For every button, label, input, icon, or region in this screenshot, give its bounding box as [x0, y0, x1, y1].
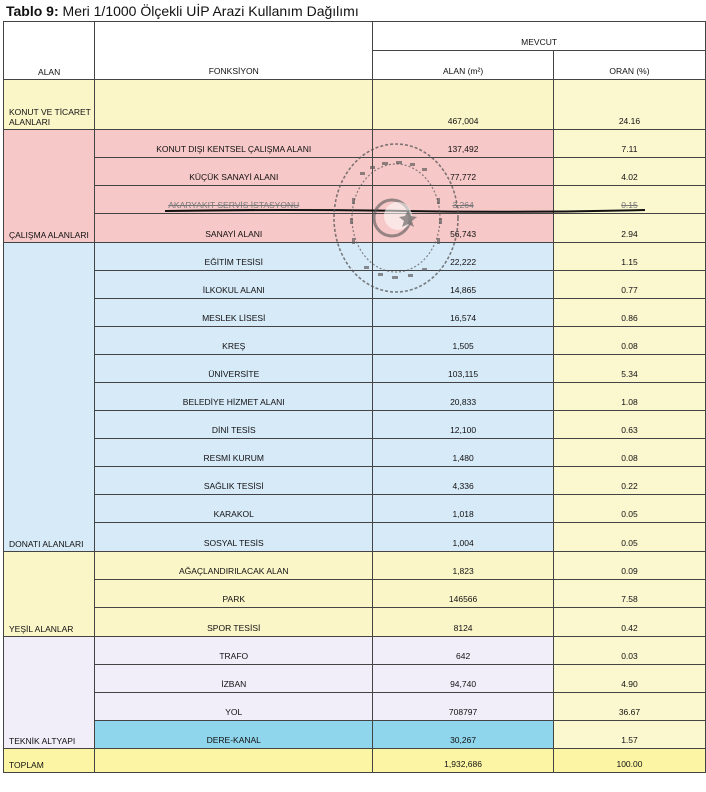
row-oran: 0.15	[553, 186, 705, 214]
table-row	[4, 355, 706, 383]
header-mevcut: MEVCUT	[373, 22, 706, 51]
row-alan: 20,833	[373, 383, 554, 411]
row-fonksiyon: EĞİTİM TESİSİ	[95, 243, 373, 271]
row-oran: 5.34	[553, 355, 705, 383]
row-fonksiyon: PARK	[95, 580, 373, 608]
row-fonksiyon: TRAFO	[95, 637, 373, 665]
row-alan: 642	[373, 637, 554, 665]
row-oran: 0.05	[553, 523, 705, 552]
row-oran: 0.42	[553, 608, 705, 637]
row-alan: 3,264	[373, 186, 554, 214]
row-oran: 0.09	[553, 552, 705, 580]
group-teknik: TEKNİK ALTYAPI	[4, 637, 95, 749]
row-alan: 12,100	[373, 411, 554, 439]
row-oran: 1.57	[553, 721, 705, 749]
total-row	[4, 749, 706, 773]
row-oran: 24.16	[553, 80, 705, 130]
row-oran: 2.94	[553, 214, 705, 243]
table-row	[4, 243, 706, 271]
row-fonksiyon	[95, 80, 373, 130]
row-fonksiyon: DİNİ TESİS	[95, 411, 373, 439]
row-fonksiyon: DERE-KANAL	[95, 721, 373, 749]
table-row	[4, 80, 706, 130]
group-donati: DONATI ALANLARI	[4, 243, 95, 552]
row-fonksiyon: İZBAN	[95, 665, 373, 693]
row-fonksiyon: KONUT DIŞI KENTSEL ÇALIŞMA ALANI	[95, 130, 373, 158]
table-row	[4, 214, 706, 243]
row-fonksiyon: RESMİ KURUM	[95, 439, 373, 467]
row-alan: 94,740	[373, 665, 554, 693]
row-oran: 0.08	[553, 439, 705, 467]
total-oran: 100.00	[553, 749, 705, 773]
row-fonksiyon: ÜNİVERSİTE	[95, 355, 373, 383]
row-fonksiyon: YOL	[95, 693, 373, 721]
row-alan: 56,743	[373, 214, 554, 243]
row-oran: 0.05	[553, 495, 705, 523]
table-row	[4, 552, 706, 580]
table-row	[4, 665, 706, 693]
table-row	[4, 693, 706, 721]
group-yesil: YEŞİL ALANLAR	[4, 552, 95, 637]
header-fonksiyon: FONKSİYON	[95, 22, 373, 80]
table-row	[4, 383, 706, 411]
row-alan: 146566	[373, 580, 554, 608]
group-konut: KONUT VE TİCARET ALANLARI	[4, 80, 95, 130]
row-fonksiyon: SOSYAL TESİS	[95, 523, 373, 552]
row-alan: 77,772	[373, 158, 554, 186]
row-oran: 36.67	[553, 693, 705, 721]
row-fonksiyon: KÜÇÜK SANAYİ ALANI	[95, 158, 373, 186]
row-oran: 0.03	[553, 637, 705, 665]
row-oran: 0.22	[553, 467, 705, 495]
row-alan: 137,492	[373, 130, 554, 158]
row-oran: 1.08	[553, 383, 705, 411]
table-row	[4, 299, 706, 327]
table-row	[4, 580, 706, 608]
table-row	[4, 495, 706, 523]
table-row	[4, 608, 706, 637]
row-alan: 30,267	[373, 721, 554, 749]
total-alan: 1,932,686	[373, 749, 554, 773]
table-row	[4, 439, 706, 467]
row-fonksiyon: KREŞ	[95, 327, 373, 355]
table-row	[4, 186, 706, 214]
header-row-top	[4, 22, 706, 51]
row-alan: 1,505	[373, 327, 554, 355]
total-fonksiyon	[95, 749, 373, 773]
table-row	[4, 130, 706, 158]
row-alan: 1,823	[373, 552, 554, 580]
row-oran: 7.58	[553, 580, 705, 608]
table-row	[4, 523, 706, 552]
row-fonksiyon: MESLEK LİSESİ	[95, 299, 373, 327]
total-label: TOPLAM	[4, 749, 95, 773]
row-alan: 467,004	[373, 80, 554, 130]
row-alan: 708797	[373, 693, 554, 721]
table-row	[4, 411, 706, 439]
row-oran: 0.86	[553, 299, 705, 327]
table-row	[4, 637, 706, 665]
row-alan: 14,865	[373, 271, 554, 299]
row-alan: 1,004	[373, 523, 554, 552]
row-alan: 1,480	[373, 439, 554, 467]
row-fonksiyon: AĞAÇLANDIRILACAK ALAN	[95, 552, 373, 580]
row-oran: 0.63	[553, 411, 705, 439]
row-alan: 8124	[373, 608, 554, 637]
row-oran: 4.02	[553, 158, 705, 186]
row-alan: 4,336	[373, 467, 554, 495]
row-oran: 7.11	[553, 130, 705, 158]
row-oran: 0.08	[553, 327, 705, 355]
row-oran: 1.15	[553, 243, 705, 271]
row-alan: 16,574	[373, 299, 554, 327]
table-title	[6, 2, 359, 20]
row-alan: 1,018	[373, 495, 554, 523]
header-alan: ALAN	[4, 22, 95, 80]
table-number: Tablo 9:	[6, 3, 59, 19]
table-caption: Meri 1/1000 Ölçekli UİP Arazi Kullanım Dağılımı	[62, 3, 359, 19]
row-fonksiyon: AKARYAKIT SERVİS İSTASYONU	[95, 186, 373, 214]
row-fonksiyon: BELEDİYE HİZMET ALANI	[95, 383, 373, 411]
row-alan: 103,115	[373, 355, 554, 383]
table-row	[4, 327, 706, 355]
table-row	[4, 721, 706, 749]
row-fonksiyon: SANAYİ ALANI	[95, 214, 373, 243]
row-fonksiyon: SPOR TESİSİ	[95, 608, 373, 637]
header-alan-m2: ALAN (m²)	[373, 51, 554, 80]
table-row	[4, 158, 706, 186]
row-alan: 22,222	[373, 243, 554, 271]
table-row	[4, 467, 706, 495]
row-fonksiyon: SAĞLIK TESİSİ	[95, 467, 373, 495]
row-oran: 0.77	[553, 271, 705, 299]
table-row	[4, 271, 706, 299]
group-calisma: ÇALIŞMA ALANLARI	[4, 130, 95, 243]
row-fonksiyon: İLKOKUL ALANI	[95, 271, 373, 299]
row-oran: 4.90	[553, 665, 705, 693]
header-oran: ORAN (%)	[553, 51, 705, 80]
row-fonksiyon: KARAKOL	[95, 495, 373, 523]
land-use-table	[3, 21, 706, 773]
